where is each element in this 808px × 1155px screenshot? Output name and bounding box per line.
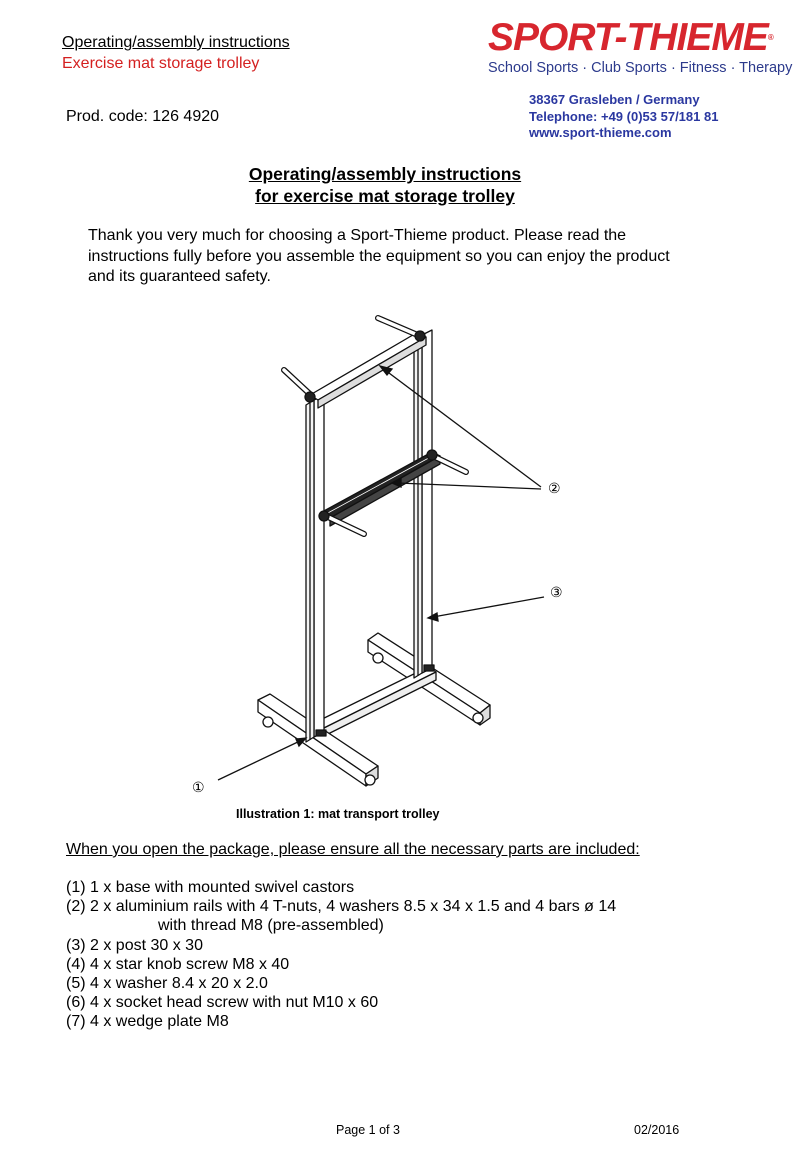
parts-item: (5) 4 x washer 8.4 x 20 x 2.0 [66,975,268,993]
parts-item-continuation: with thread M8 (pre-assembled) [158,917,384,935]
parts-item: (2) 2 x aluminium rails with 4 T-nuts, 4 washers 8.5 x 34 x 1.5 and 4 bars ø 14 [66,898,617,916]
parts-item: (1) 1 x base with mounted swivel castors [66,879,355,896]
document-title-line2: for exercise mat storage trolley [255,186,515,206]
intro-line: instructions fully before you assemble the equipment so you can enjoy the product [88,247,670,265]
illustration-caption: Illustration 1: mat transport trolley [236,807,440,821]
product-code: Prod. code: 126 4920 [66,108,220,125]
logo-registered: ® [767,33,773,42]
page-number: Page 1 of 3 [336,1123,400,1137]
parts-item: (7) 4 x wedge plate M8 [66,1013,229,1031]
address-city: 38367 Grasleben / Germany [529,92,700,107]
address-website: www.sport-thieme.com [529,125,672,140]
callout-1: ① [192,779,205,795]
document-date: 02/2016 [634,1123,680,1137]
parts-item: (3) 2 x post 30 x 30 [66,936,203,954]
parts-list [66,878,616,1032]
parts-item: (4) 4 x star knob screw M8 x 40 [66,955,290,973]
parts-item: (6) 4 x socket head screw with nut M10 x 60 [66,994,379,1012]
logo-tagline: School Sports · Club Sports · Fitness · Therapy [488,60,793,76]
callout-3: ③ [550,584,563,600]
header-title: Operating/assembly instructions [62,34,290,51]
intro-line: Thank you very much for choosing a Sport-Thieme product. Please read the [88,227,627,244]
callout-2: ② [548,480,561,496]
header-subtitle: Exercise mat storage trolley [62,55,260,72]
intro-line: and its guaranteed safety. [88,268,271,285]
document-title-line1: Operating/assembly instructions [248,164,522,184]
address-phone: Telephone: +49 (0)53 57/181 81 [529,108,719,124]
logo-text: SPORT-THIEME [488,16,768,59]
package-heading: When you open the package, please ensure all the necessary parts are included: [66,841,640,858]
